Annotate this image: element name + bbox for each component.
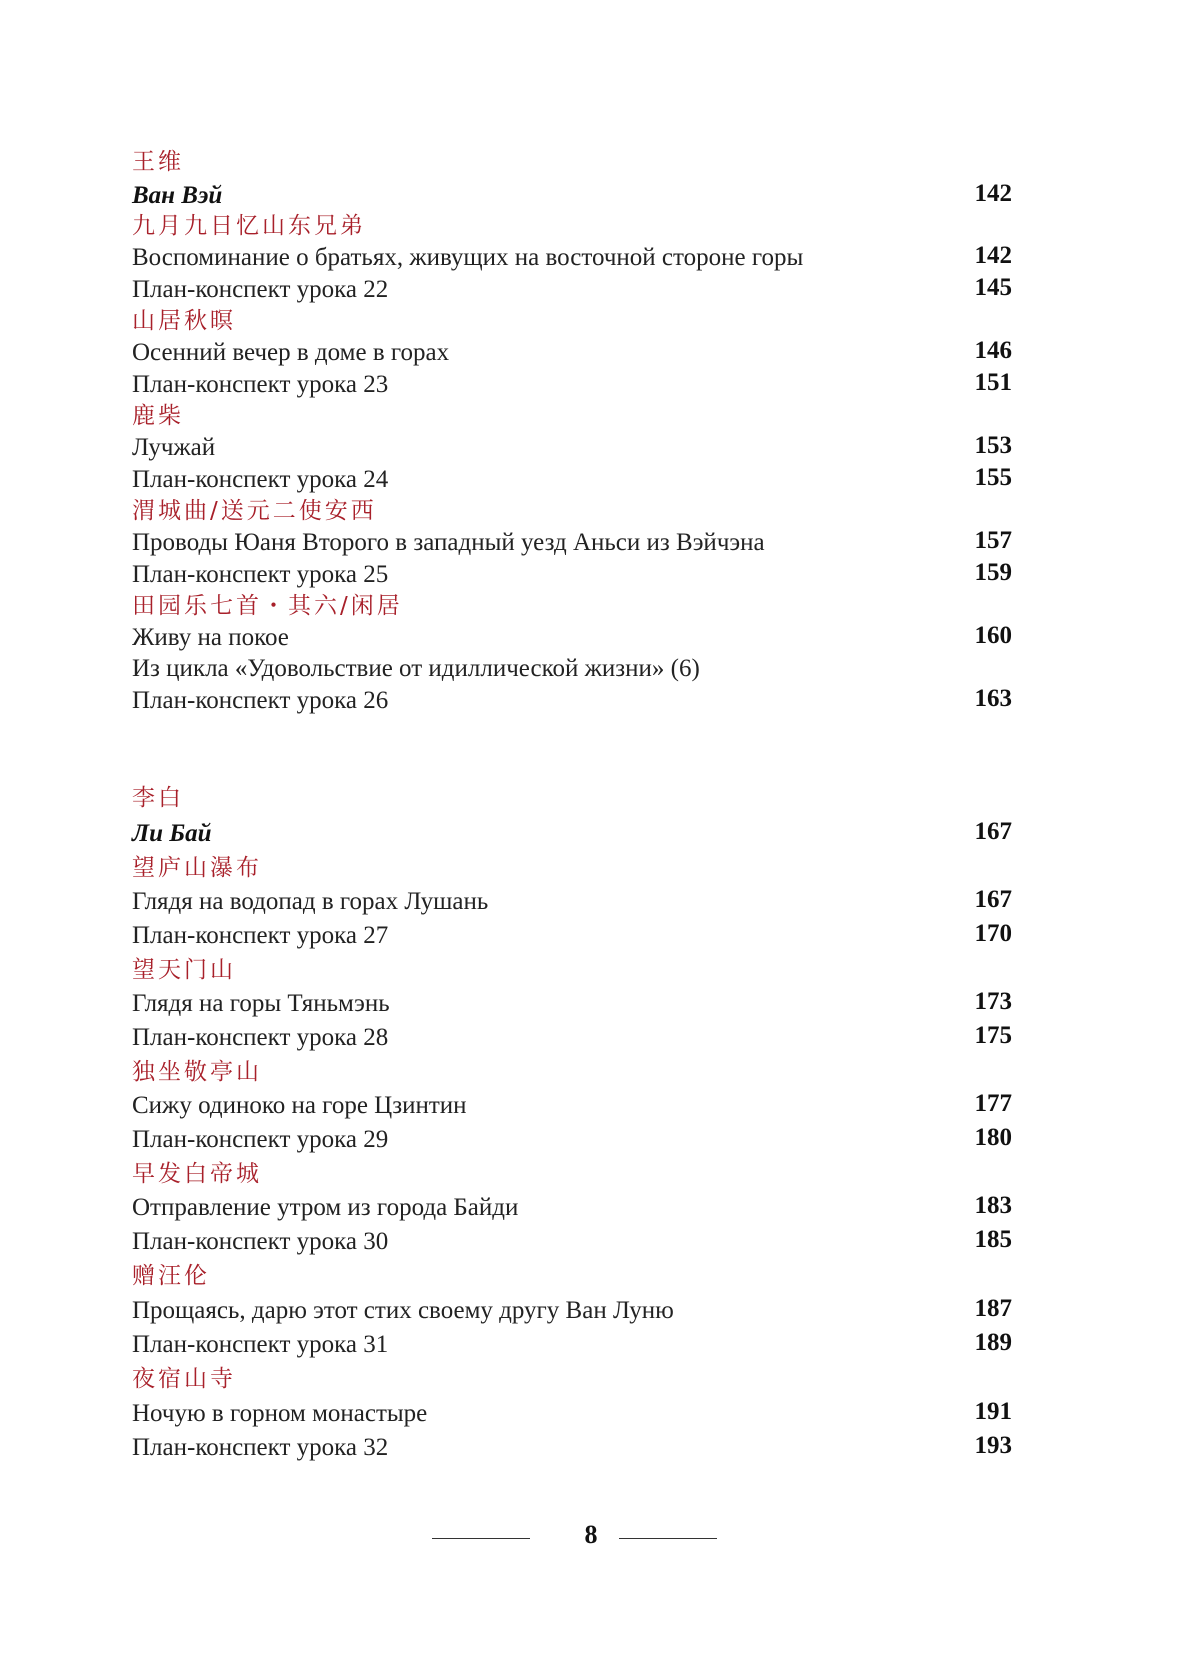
page-number: 170: [974, 920, 1012, 947]
toc-entry[interactable]: [132, 1122, 1012, 1156]
entry-title: План-конспект урока 23: [132, 371, 389, 398]
page-number: 183: [974, 1192, 1012, 1219]
toc-entry[interactable]: [132, 272, 1012, 306]
page-number: 163: [974, 685, 1012, 712]
author-name: Ван Вэй: [132, 182, 223, 209]
page-number: 187: [974, 1295, 1012, 1322]
page-number: 160: [974, 622, 1012, 649]
entry-title: План-конспект урока 27: [132, 922, 389, 949]
toc-entry[interactable]: [132, 367, 1012, 401]
entry-title: Проводы Юаня Второго в западный уезд Аньси из Вэйчэна: [132, 529, 765, 556]
page-number: 177: [974, 1090, 1012, 1117]
toc-entry[interactable]: [132, 525, 1012, 559]
toc-entry[interactable]: [132, 683, 1012, 717]
poem-chinese-title: [132, 1258, 1012, 1292]
toc-entry[interactable]: [132, 1430, 1012, 1464]
poem-cn-text: 鹿柴: [132, 403, 184, 429]
entry-title: Глядя на горы Тяньмэнь: [132, 990, 390, 1017]
page-number: 173: [974, 988, 1012, 1015]
entry-title: План-конспект урока 25: [132, 561, 389, 588]
poem-cn-text: 望天门山: [132, 957, 236, 983]
toc-entry[interactable]: [132, 651, 1012, 685]
poem-cn-text: 渭城曲/送元二使安西: [132, 498, 377, 524]
entry-title: Глядя на водопад в горах Лушань: [132, 888, 489, 915]
poem-cn-text: 九月九日忆山东兄弟: [132, 213, 366, 239]
footer-rule-right: [619, 1538, 717, 1539]
toc-entry[interactable]: [132, 918, 1012, 952]
page-number: 142: [974, 242, 1012, 269]
page-number: 159: [974, 559, 1012, 586]
author-entry[interactable]: [132, 816, 1012, 850]
toc-entry[interactable]: [132, 430, 1012, 464]
toc-entry[interactable]: [132, 986, 1012, 1020]
entry-title: План-конспект урока 29: [132, 1126, 389, 1153]
author-cn-text: 王维: [132, 149, 184, 175]
entry-title: Ночую в горном монастыре: [132, 1400, 428, 1427]
page-number: 189: [974, 1329, 1012, 1356]
entry-title: План-конспект урока 30: [132, 1228, 389, 1255]
poem-cn-text: 夜宿山寺: [132, 1366, 236, 1392]
entry-title: План-конспект урока 24: [132, 466, 389, 493]
page-number: 155: [974, 464, 1012, 491]
author-name: Ли Бай: [132, 820, 212, 847]
page-number: 175: [974, 1022, 1012, 1049]
entry-title: Прощаясь, дарю этот стих своему другу Ван Луню: [132, 1297, 674, 1324]
poem-chinese-title: [132, 303, 1012, 337]
toc-entry[interactable]: [132, 462, 1012, 496]
poem-cn-text: 山居秋暝: [132, 308, 236, 334]
page-number: 167: [974, 818, 1012, 845]
page-number: 146: [974, 337, 1012, 364]
poem-chinese-title: [132, 952, 1012, 986]
poem-chinese-title: [132, 1361, 1012, 1395]
poem-chinese-title: [132, 850, 1012, 884]
entry-title: Из цикла «Удовольствие от идиллической жизни» (6): [132, 655, 700, 682]
poem-cn-text: 赠汪伦: [132, 1263, 210, 1289]
toc-entry[interactable]: [132, 240, 1012, 274]
poem-chinese-title: [132, 398, 1012, 432]
page-number: 153: [974, 432, 1012, 459]
page-number: 151: [974, 369, 1012, 396]
entry-title: План-конспект урока 28: [132, 1024, 389, 1051]
entry-title: Сижу одиноко на горе Цзинтин: [132, 1092, 467, 1119]
poem-cn-text: 独坐敬亭山: [132, 1059, 262, 1085]
poem-chinese-title: [132, 208, 1012, 242]
author-cn-text: 李白: [132, 785, 184, 811]
poem-cn-text: 早发白帝城: [132, 1161, 262, 1187]
toc-entry[interactable]: [132, 557, 1012, 591]
page-number: 193: [974, 1432, 1012, 1459]
toc-entry[interactable]: [132, 1020, 1012, 1054]
toc-entry[interactable]: [132, 1327, 1012, 1361]
page-number: 167: [974, 886, 1012, 913]
poem-chinese-title: [132, 1054, 1012, 1088]
poem-chinese-title: [132, 588, 1012, 622]
author-chinese-name: [132, 780, 1012, 814]
poem-chinese-title: [132, 493, 1012, 527]
page-number: 142: [974, 180, 1012, 207]
entry-title: Живу на покое: [132, 624, 289, 651]
toc-entry[interactable]: [132, 1224, 1012, 1258]
page-number: 157: [974, 527, 1012, 554]
entry-title: Отправление утром из города Байди: [132, 1194, 519, 1221]
entry-title: Осенний вечер в доме в горах: [132, 339, 450, 366]
page-number: 185: [974, 1226, 1012, 1253]
page-footer: [0, 1512, 1182, 1552]
footer-rule-left: [432, 1538, 530, 1539]
poem-chinese-title: [132, 1156, 1012, 1190]
page-number: 145: [974, 274, 1012, 301]
entry-title: План-конспект урока 26: [132, 687, 389, 714]
entry-title: План-конспект урока 22: [132, 276, 389, 303]
poem-cn-text: 田园乐七首・其六/闲居: [132, 593, 403, 619]
toc-entry[interactable]: [132, 620, 1012, 654]
entry-title: Воспоминание о братьях, живущих на восточной стороне горы: [132, 244, 804, 271]
toc-entry[interactable]: [132, 1088, 1012, 1122]
poem-cn-text: 望庐山瀑布: [132, 855, 262, 881]
page-number: 191: [974, 1398, 1012, 1425]
toc-entry[interactable]: [132, 335, 1012, 369]
page-number: 180: [974, 1124, 1012, 1151]
author-chinese-name: [132, 144, 1012, 178]
entry-title: План-конспект урока 31: [132, 1331, 389, 1358]
footer-page-number: 8: [584, 1520, 598, 1549]
toc-entry[interactable]: [132, 884, 1012, 918]
entry-title: Лучжай: [132, 434, 216, 461]
entry-title: План-конспект урока 32: [132, 1434, 389, 1461]
toc-entry[interactable]: [132, 1190, 1012, 1224]
toc-entry[interactable]: [132, 1293, 1012, 1327]
toc-entry[interactable]: [132, 1396, 1012, 1430]
